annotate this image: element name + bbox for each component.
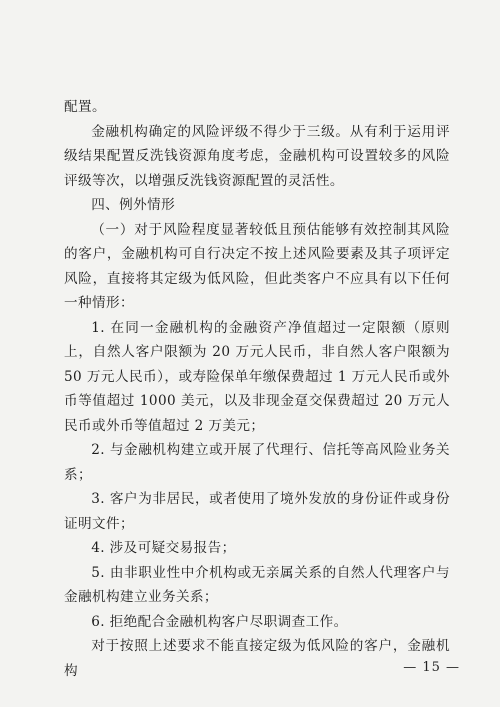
page-number: — 15 — xyxy=(403,660,460,675)
paragraph-1: 配置。 xyxy=(64,99,106,115)
paragraph-last: 对于按照上述要求不能直接定级为低风险的客户，金融机构 xyxy=(64,638,450,679)
paragraph-2: 金融机构确定的风险评级不得少于三级。从有利于运用评级结果配置反洗钱资源角度考虑，金融机构可设置较多的风险评级等次，以增强反洗钱资源配置的灵活性。 xyxy=(64,123,450,189)
list-item-3: 3. 客户为非居民，或者使用了境外发放的身份证件或身份证明文件； xyxy=(64,491,450,532)
list-item-5: 5. 由非职业性中介机构或无亲属关系的自然人代理客户与金融机构建立业务关系； xyxy=(64,564,450,605)
body-text xyxy=(64,95,450,683)
list-item-6: 6. 拒绝配合金融机构客户尽职调查工作。 xyxy=(91,613,348,630)
list-item-1: 1. 在同一金融机构的金融资产净值超过一定限额（原则上，自然人客户限额为 20 万元人民币，非自然人客户限额为 50 万元人民币），或寿险保单年缴保费超过 1 万元人民币或外币等值超过 1000 美元，以及非现金趸交保费超过 20 万元人民币或外币等值超过 2 万美元； xyxy=(64,319,450,434)
list-item-2: 2. 与金融机构建立或开展了代理行、信托等高风险业务关系； xyxy=(64,442,450,483)
section-heading: 四、例外情形 xyxy=(91,197,176,213)
list-item-4: 4. 涉及可疑交易报告； xyxy=(91,540,236,556)
paragraph-4: （一）对于风险程度显著较低且预估能够有效控制其风险的客户，金融机构可自行决定不按上述风险要素及其子项评定风险，直接将其定级为低风险，但此类客户不应具有以下任何一种情形： xyxy=(64,221,450,311)
